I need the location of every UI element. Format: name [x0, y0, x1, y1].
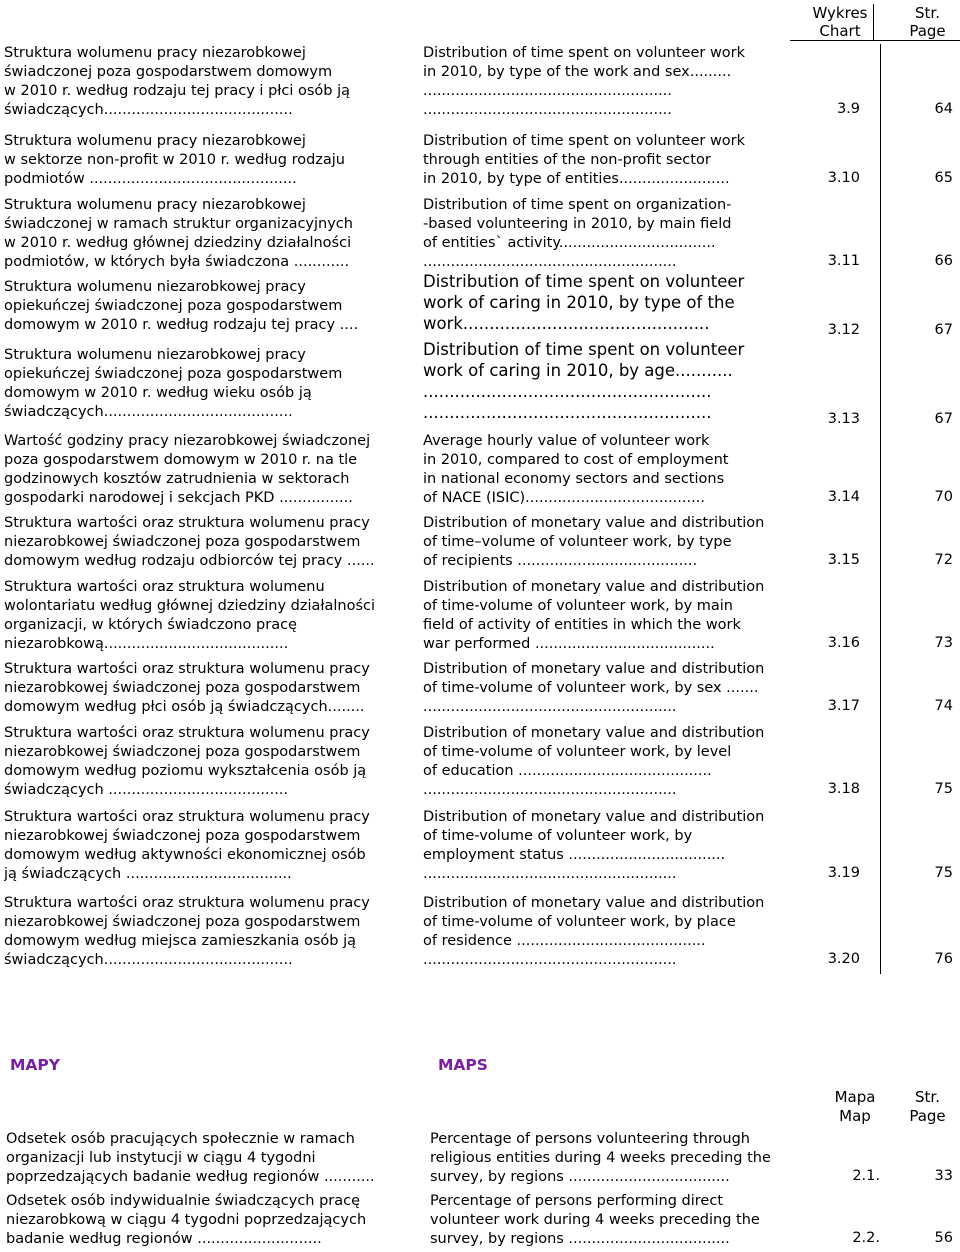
- map-page-header-en: Page: [909, 1107, 946, 1125]
- entry-title-en: Distribution of time spent on volunteer work in 2010, by type of the work and sex......... ...................................................... ......................................................: [423, 45, 746, 118]
- header-underline: [790, 40, 960, 41]
- entry-page-number: 70: [934, 489, 953, 505]
- entry-title-en: Distribution of time spent on volunteer work of caring in 2010, by age........... ....................................................... .......................................................: [423, 340, 745, 422]
- map-number-header-pl: Mapa: [834, 1088, 876, 1106]
- entry-title-en: Distribution of time spent on volunteer work through entities of the non-profit sector in 2010, by type of entities........................: [423, 133, 746, 187]
- entry-title-pl: Wartość godziny pracy niezarobkowej świadczonej poza gospodarstwem domowym w 2010 r. na tle godzinowych kosztów zatrudnienia w sektorach gospodarki narodowej i sekcjach PKD ................: [4, 433, 371, 506]
- entry-title-pl: Struktura wolumenu pracy niezarobkowej w sektorze non-profit w 2010 r. według rodzaju podmiotów .............................................: [4, 133, 345, 187]
- entry-page-number: 76: [934, 951, 953, 967]
- map-page-number: 33: [934, 1168, 953, 1184]
- entry-title-pl: Struktura wolumenu niezarobkowej pracy opiekuńczej świadczonej poza gospodarstwem domowym w 2010 r. według wieku osób ją świadczących.........................................: [4, 347, 343, 420]
- section-title-maps-pl: MAPY: [10, 1056, 61, 1074]
- chart-page-header-en: Page: [909, 22, 946, 40]
- entry-title-en: Distribution of monetary value and distribution of time–volume of volunteer work, by type of recipients .......................................: [423, 515, 765, 569]
- entry-chart-number: 3.20: [827, 951, 860, 967]
- entry-chart-number: 3.10: [827, 170, 860, 186]
- map-title-en: Percentage of persons performing direct volunteer work during 4 weeks preceding the survey, by regions ...................................: [430, 1193, 760, 1247]
- column-rule-num: [880, 44, 881, 974]
- entry-page-number: 67: [934, 411, 953, 427]
- map-number: 2.1.: [852, 1168, 880, 1184]
- entry-title-en: Distribution of time spent on volunteer work of caring in 2010, by type of the work...............................................: [423, 272, 745, 333]
- entry-title-en: Average hourly value of volunteer work in 2010, compared to cost of employment in national economy sectors and sections of NACE (ISIC).......................................: [423, 433, 729, 506]
- entry-chart-number: 3.9: [836, 101, 860, 117]
- entry-title-en: Distribution of monetary value and distribution of time-volume of volunteer work, by sex ....... .......................................................: [423, 661, 765, 715]
- entry-title-en: Distribution of time spent on organization- -based volunteering in 2010, by main field of entities` activity.................................. .......................................................: [423, 197, 732, 270]
- entry-title-pl: Struktura wolumenu niezarobkowej pracy opiekuńczej świadczonej poza gospodarstwem domowym w 2010 r. według rodzaju tej pracy ....: [4, 279, 359, 333]
- entry-title-pl: Struktura wartości oraz struktura wolumenu wolontariatu według głównej dziedziny działalności organizacji, w których świadczono pracę niezarobkową........................................: [4, 579, 376, 652]
- chart-page-header-pl: Str.: [915, 4, 940, 22]
- map-title-pl: Odsetek osób pracujących społecznie w ramach organizacji lub instytucji w ciągu 4 tygodni poprzedzających badanie według regionów ...........: [6, 1131, 375, 1185]
- entry-title-pl: Struktura wolumenu pracy niezarobkowej świadczonej w ramach struktur organizacyjnych w 2010 r. według głównej dziedziny działalności podmiotów, w których była świadczona ............: [4, 197, 353, 270]
- entry-chart-number: 3.11: [827, 253, 860, 269]
- entry-chart-number: 3.14: [827, 489, 860, 505]
- entry-chart-number: 3.12: [827, 322, 860, 338]
- entry-page-number: 74: [934, 698, 953, 714]
- entry-page-number: 75: [934, 781, 953, 797]
- entry-title-pl: Struktura wartości oraz struktura wolumenu pracy niezarobkowej świadczonej poza gospodarstwem domowym według poziomu wykształcenia osób ją świadczących .......................................: [4, 725, 370, 798]
- entry-title-pl: Struktura wartości oraz struktura wolumenu pracy niezarobkowej świadczonej poza gospodarstwem domowym według aktywności ekonomicznej osób ją świadczących ....................................: [4, 809, 370, 882]
- entry-chart-number: 3.13: [827, 411, 860, 427]
- entry-page-number: 72: [934, 552, 953, 568]
- entry-chart-number: 3.15: [827, 552, 860, 568]
- entry-page-number: 65: [934, 170, 953, 186]
- map-page-header-pl: Str.: [915, 1088, 940, 1106]
- entry-title-pl: Struktura wartości oraz struktura wolumenu pracy niezarobkowej świadczonej poza gospodarstwem domowym według rodzaju odbiorców tej pracy ......: [4, 515, 375, 569]
- map-number: 2.2.: [852, 1230, 880, 1246]
- chart-number-header-en: Chart: [819, 22, 861, 40]
- map-number-header-en: Map: [839, 1107, 871, 1125]
- entry-title-pl: Struktura wartości oraz struktura wolumenu pracy niezarobkowej świadczonej poza gospodarstwem domowym według miejsca zamieszkania osób ją świadczących.........................................: [4, 895, 370, 968]
- entry-chart-number: 3.18: [827, 781, 860, 797]
- entry-page-number: 64: [934, 101, 953, 117]
- entry-chart-number: 3.19: [827, 865, 860, 881]
- entry-page-number: 73: [934, 635, 953, 651]
- entry-chart-number: 3.17: [827, 698, 860, 714]
- section-title-maps-en: MAPS: [438, 1056, 488, 1074]
- column-rule-chart: [873, 4, 874, 40]
- map-title-en: Percentage of persons volunteering through religious entities during 4 weeks preceding the survey, by regions ...................................: [430, 1131, 771, 1185]
- entry-title-en: Distribution of monetary value and distribution of time-volume of volunteer work, by level of education .......................................... .......................................................: [423, 725, 765, 798]
- entry-page-number: 66: [934, 253, 953, 269]
- entry-title-en: Distribution of monetary value and distribution of time-volume of volunteer work, by employment status .................................. .......................................................: [423, 809, 765, 882]
- entry-page-number: 67: [934, 322, 953, 338]
- map-title-pl: Odsetek osób indywidualnie świadczących pracę niezarobkową w ciągu 4 tygodni poprzedzających badanie według regionów ...........................: [6, 1193, 367, 1247]
- entry-chart-number: 3.16: [827, 635, 860, 651]
- entry-title-pl: Struktura wolumenu pracy niezarobkowej świadczonej poza gospodarstwem domowym w 2010 r. według rodzaju tej pracy i płci osób ją świadczących.........................................: [4, 45, 351, 118]
- chart-number-header: [800, 4, 880, 40]
- entry-page-number: 75: [934, 865, 953, 881]
- entry-title-en: Distribution of monetary value and distribution of time-volume of volunteer work, by place of residence ......................................... .......................................................: [423, 895, 765, 968]
- entry-title-pl: Struktura wartości oraz struktura wolumenu pracy niezarobkowej świadczonej poza gospodarstwem domowym według płci osób ją świadczących........: [4, 661, 370, 715]
- map-number-header: [815, 1088, 895, 1126]
- chart-number-header-pl: Wykres: [812, 4, 868, 22]
- map-page-header: [895, 1088, 960, 1126]
- entry-title-en: Distribution of monetary value and distribution of time-volume of volunteer work, by main field of activity of entities in which the work war performed .......................................: [423, 579, 765, 652]
- chart-page-header: [895, 4, 960, 40]
- map-page-number: 56: [934, 1230, 953, 1246]
